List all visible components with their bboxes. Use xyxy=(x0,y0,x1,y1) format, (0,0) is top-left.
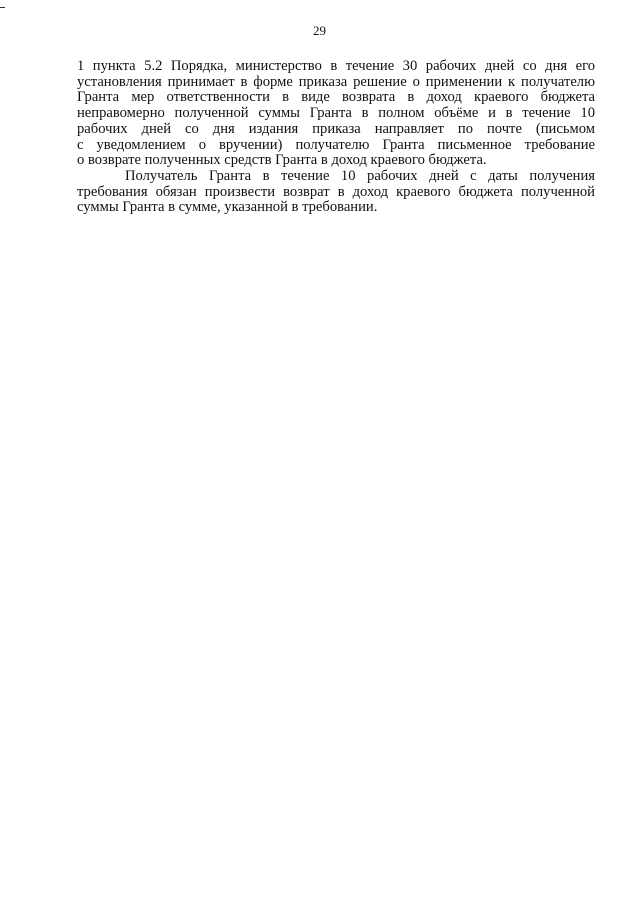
text-line: Получатель Гранта в течение 10 рабочих дней с даты получения xyxy=(125,168,595,184)
page-number: 29 xyxy=(313,23,326,38)
paragraph-grant-return-order xyxy=(77,59,595,169)
text-line: установления принимает в форме приказа решение о применении к получателю xyxy=(77,74,595,90)
paragraph-recipient-obligation xyxy=(77,169,595,216)
text-line: неправомерно полученной суммы Гранта в полном объёме и в течение 10 xyxy=(77,106,595,122)
document-body xyxy=(77,59,595,216)
text-line: с уведомлением о вручении) получателю Гранта письменное требование xyxy=(77,137,595,153)
scan-corner-mark xyxy=(0,7,5,8)
text-line: Гранта мер ответственности в виде возврата в доход краевого бюджета xyxy=(77,90,595,106)
text-line: требования обязан произвести возврат в доход краевого бюджета полученной xyxy=(77,184,595,200)
text-line: о возврате полученных средств Гранта в доход краевого бюджета. xyxy=(77,153,487,169)
text-line: суммы Гранта в сумме, указанной в требовании. xyxy=(77,200,378,216)
text-line: рабочих дней со дня издания приказа направляет по почте (письмом xyxy=(77,121,595,137)
text-line: 1 пункта 5.2 Порядка, министерство в течение 30 рабочих дней со дня его xyxy=(77,59,595,74)
